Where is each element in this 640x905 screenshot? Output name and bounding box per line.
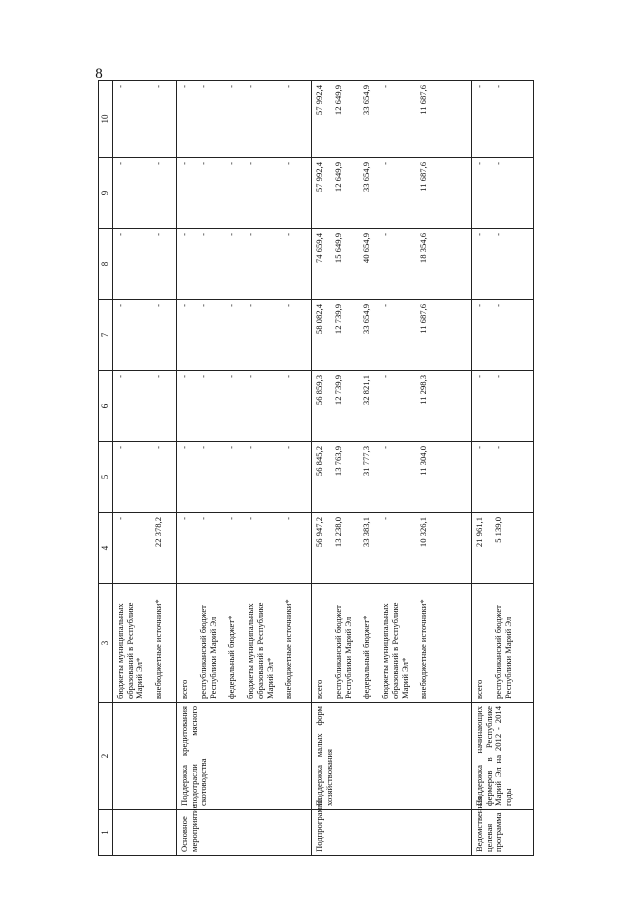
source-label: внебюджетные источники* <box>152 599 163 699</box>
header-cell: 8 <box>99 229 113 300</box>
value: - <box>226 517 236 520</box>
value-cell <box>177 229 312 300</box>
value: - <box>179 304 189 307</box>
value-cell <box>472 371 534 442</box>
table-body <box>113 81 534 856</box>
value: - <box>179 375 189 378</box>
value-cell <box>113 442 177 513</box>
value: - <box>245 517 255 520</box>
row-type-cell: Ведомственная целевая программа <box>472 810 534 856</box>
value: 33 383,1 <box>361 517 371 548</box>
value: 56 947,2 <box>314 517 324 548</box>
value: 56 845,2 <box>314 446 324 477</box>
header-cell: 6 <box>99 371 113 442</box>
value: - <box>226 304 236 307</box>
value: - <box>493 304 503 307</box>
header-row <box>99 81 113 856</box>
table-row <box>472 81 534 856</box>
value: - <box>198 375 208 378</box>
value: - <box>115 162 125 165</box>
value: - <box>474 162 484 165</box>
value: - <box>245 162 255 165</box>
source-label: республиканский бюджет Республики Марий Эл <box>198 605 218 699</box>
value: 11 687,6 <box>418 85 428 115</box>
value: - <box>115 233 125 236</box>
value: - <box>380 233 390 236</box>
value: - <box>474 304 484 307</box>
value: - <box>115 375 125 378</box>
value-cell <box>177 442 312 513</box>
value-cell <box>312 158 472 229</box>
value: 12 649,9 <box>333 162 343 193</box>
value: - <box>179 446 189 449</box>
value: - <box>179 85 189 88</box>
value: - <box>380 162 390 165</box>
value-cell <box>472 158 534 229</box>
value-cell <box>113 229 177 300</box>
value: - <box>153 233 163 236</box>
value: - <box>283 375 293 378</box>
value: - <box>380 446 390 449</box>
value: 12 649,9 <box>333 85 343 116</box>
value: 5 139,0 <box>493 517 503 543</box>
value: 32 821,1 <box>361 375 371 406</box>
value: 12 739,9 <box>333 304 343 335</box>
row-title-cell: Поддержка малых форм хозяйствования <box>312 703 472 810</box>
header-cell: 9 <box>99 158 113 229</box>
value: - <box>380 85 390 88</box>
value: 33 654,9 <box>361 162 371 193</box>
value: - <box>153 85 163 88</box>
source-label: всего <box>314 679 324 699</box>
row-type-cell: Основное мероприятие <box>177 810 312 856</box>
source-label: внебюджетные источники* <box>283 599 294 699</box>
value: - <box>179 517 189 520</box>
value-cell <box>177 158 312 229</box>
header-cell: 5 <box>99 442 113 513</box>
value: 74 659,4 <box>314 233 324 264</box>
value: - <box>226 446 236 449</box>
value: - <box>115 304 125 307</box>
value: - <box>245 375 255 378</box>
row-title-cell <box>113 703 177 810</box>
value: - <box>283 517 293 520</box>
value: 11 298,3 <box>418 375 428 405</box>
source-label: федеральный бюджет* <box>226 615 237 699</box>
value: - <box>226 375 236 378</box>
source-label: бюджеты муниципальных образований в Республике Марий Эл* <box>115 602 145 699</box>
value: - <box>380 517 390 520</box>
source-label: всего <box>179 679 189 699</box>
value: 13 763,9 <box>333 446 343 477</box>
value: - <box>245 233 255 236</box>
value-cell <box>312 81 472 158</box>
value: - <box>283 162 293 165</box>
source-label: внебюджетные источники* <box>418 599 429 699</box>
value: 57 992,4 <box>314 85 324 116</box>
header-cell: 7 <box>99 300 113 371</box>
value: - <box>474 375 484 378</box>
value: - <box>283 85 293 88</box>
source-label: бюджеты муниципальных образований в Республике Марий Эл* <box>380 602 410 699</box>
header-cell: 4 <box>99 513 113 584</box>
row-type-cell <box>113 810 177 856</box>
value-cell <box>472 513 534 584</box>
value: 31 777,3 <box>361 446 371 477</box>
table-row <box>312 81 472 856</box>
source-label: федеральный бюджет* <box>361 615 372 699</box>
row-title-cell: Поддержка начинающих фермеров в Республике Марий Эл на 2012 - 2014 годы <box>472 703 534 810</box>
value: - <box>493 446 503 449</box>
row-type-cell: Подпрограмма <box>312 810 472 856</box>
page-number: 8 <box>95 66 103 82</box>
table-row <box>113 81 177 856</box>
value: - <box>179 233 189 236</box>
value-cell <box>312 229 472 300</box>
value-cell <box>472 442 534 513</box>
value-cell <box>177 371 312 442</box>
value: - <box>283 304 293 307</box>
budget-table <box>98 80 534 856</box>
value: - <box>226 233 236 236</box>
source-labels-cell <box>113 584 177 703</box>
source-label: всего <box>474 679 484 699</box>
value: - <box>179 162 189 165</box>
value-cell <box>113 158 177 229</box>
value: - <box>153 304 163 307</box>
value-cell <box>113 300 177 371</box>
value: - <box>493 233 503 236</box>
value: - <box>474 446 484 449</box>
value: 10 326,1 <box>418 517 428 548</box>
value: - <box>380 375 390 378</box>
value: - <box>474 233 484 236</box>
value: - <box>153 375 163 378</box>
value: - <box>245 85 255 88</box>
source-labels-cell <box>312 584 472 703</box>
value: 15 649,9 <box>333 233 343 264</box>
value: - <box>115 446 125 449</box>
table-row <box>177 81 312 856</box>
value-cell <box>472 81 534 158</box>
value: - <box>198 162 208 165</box>
value: 13 238,0 <box>333 517 343 548</box>
value: 33 654,9 <box>361 304 371 335</box>
value: 22 378,2 <box>153 517 163 548</box>
source-label: бюджеты муниципальных образований в Республике Марий Эл* <box>245 602 275 699</box>
value-cell <box>312 300 472 371</box>
value: 12 739,9 <box>333 375 343 406</box>
value-cell <box>312 371 472 442</box>
value: - <box>380 304 390 307</box>
value: - <box>226 162 236 165</box>
source-labels-cell <box>177 584 312 703</box>
value: - <box>493 85 503 88</box>
value: - <box>493 375 503 378</box>
value: - <box>474 85 484 88</box>
value: - <box>198 517 208 520</box>
header-cell: 2 <box>99 703 113 810</box>
value: - <box>283 446 293 449</box>
value: - <box>283 233 293 236</box>
value: 11 687,6 <box>418 304 428 334</box>
value: 21 961,1 <box>474 517 484 548</box>
value: - <box>493 162 503 165</box>
value-cell <box>472 229 534 300</box>
value-cell <box>177 513 312 584</box>
value-cell <box>312 442 472 513</box>
value: - <box>245 446 255 449</box>
value: - <box>226 85 236 88</box>
source-label: республиканский бюджет Республики Марий Эл <box>333 605 353 699</box>
value: 18 354,6 <box>418 233 428 264</box>
source-labels-cell <box>472 584 534 703</box>
value: 56 859,3 <box>314 375 324 406</box>
value: 58 082,4 <box>314 304 324 335</box>
value-cell <box>113 513 177 584</box>
row-title-cell: Поддержка кредитования подотрасли мясного скотоводства <box>177 703 312 810</box>
value: 33 654,9 <box>361 85 371 116</box>
value: - <box>115 517 125 520</box>
value-cell <box>113 371 177 442</box>
value-cell <box>312 513 472 584</box>
value-cell <box>177 300 312 371</box>
rotated-table-wrapper <box>98 81 531 856</box>
value: 57 992,4 <box>314 162 324 193</box>
header-cell: 1 <box>99 810 113 856</box>
source-label: республиканский бюджет Республики Марий Эл <box>493 605 513 699</box>
value: - <box>153 446 163 449</box>
value: 40 654,9 <box>361 233 371 264</box>
value: - <box>153 162 163 165</box>
header-cell: 10 <box>99 81 113 158</box>
value-cell <box>472 300 534 371</box>
value: - <box>198 446 208 449</box>
value: 11 304,0 <box>418 446 428 476</box>
value: - <box>198 233 208 236</box>
value: 11 687,6 <box>418 162 428 192</box>
value: - <box>198 304 208 307</box>
value: - <box>198 85 208 88</box>
value-cell <box>177 81 312 158</box>
value: - <box>115 85 125 88</box>
value: - <box>245 304 255 307</box>
header-cell: 3 <box>99 584 113 703</box>
value-cell <box>113 81 177 158</box>
